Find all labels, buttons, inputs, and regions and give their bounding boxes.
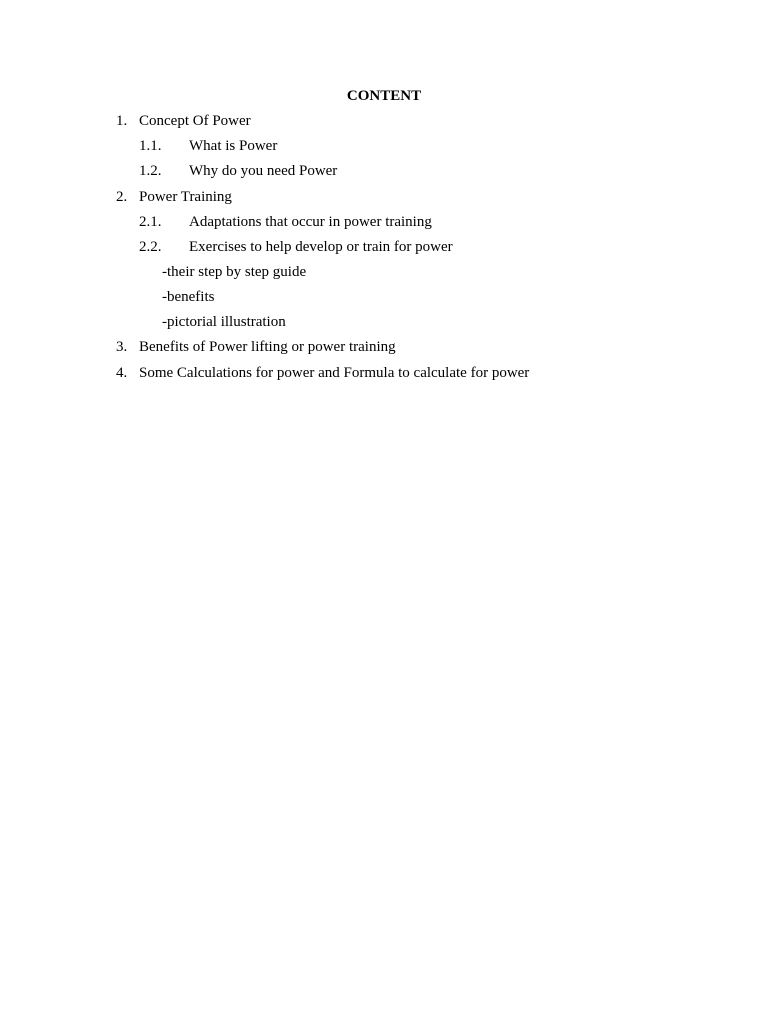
toc-subitem-number: 1.2. — [139, 163, 162, 179]
toc-subitem — [0, 237, 768, 257]
toc-bullet — [0, 262, 768, 282]
toc-item-text: Concept Of Power — [139, 113, 251, 129]
contents-title: CONTENT — [346, 88, 422, 104]
toc-subitem-number: 1.1. — [139, 138, 162, 154]
toc-bullet-text: -pictorial illustration — [162, 314, 286, 330]
toc-item-text: Power Training — [139, 189, 232, 205]
toc-subitem-text: What is Power — [189, 138, 278, 154]
toc-subitem — [0, 136, 768, 156]
toc-item-number: 1. — [116, 113, 128, 129]
toc-bullet — [0, 287, 768, 307]
toc-item-text: Some Calculations for power and Formula to calculate for power — [139, 365, 530, 381]
toc-item-number: 4. — [116, 365, 128, 381]
toc-bullet — [0, 312, 768, 332]
toc-subitem-number: 2.1. — [139, 214, 162, 230]
toc-item-number: 3. — [116, 339, 128, 355]
toc-item-number: 2. — [116, 189, 128, 205]
toc-item — [0, 337, 768, 357]
toc-subitem — [0, 212, 768, 232]
toc-item — [0, 111, 768, 131]
toc-subitem-number: 2.2. — [139, 239, 162, 255]
toc-item — [0, 363, 768, 383]
toc-item-text: Benefits of Power lifting or power training — [139, 339, 396, 355]
toc-subitem-text: Adaptations that occur in power training — [189, 214, 432, 230]
toc-subitem — [0, 161, 768, 181]
toc-bullet-text: -their step by step guide — [162, 264, 307, 280]
toc-bullet-text: -benefits — [162, 289, 215, 305]
toc-item — [0, 187, 768, 207]
toc-subitem-text: Why do you need Power — [189, 163, 338, 179]
toc-subitem-text: Exercises to help develop or train for power — [189, 239, 453, 255]
